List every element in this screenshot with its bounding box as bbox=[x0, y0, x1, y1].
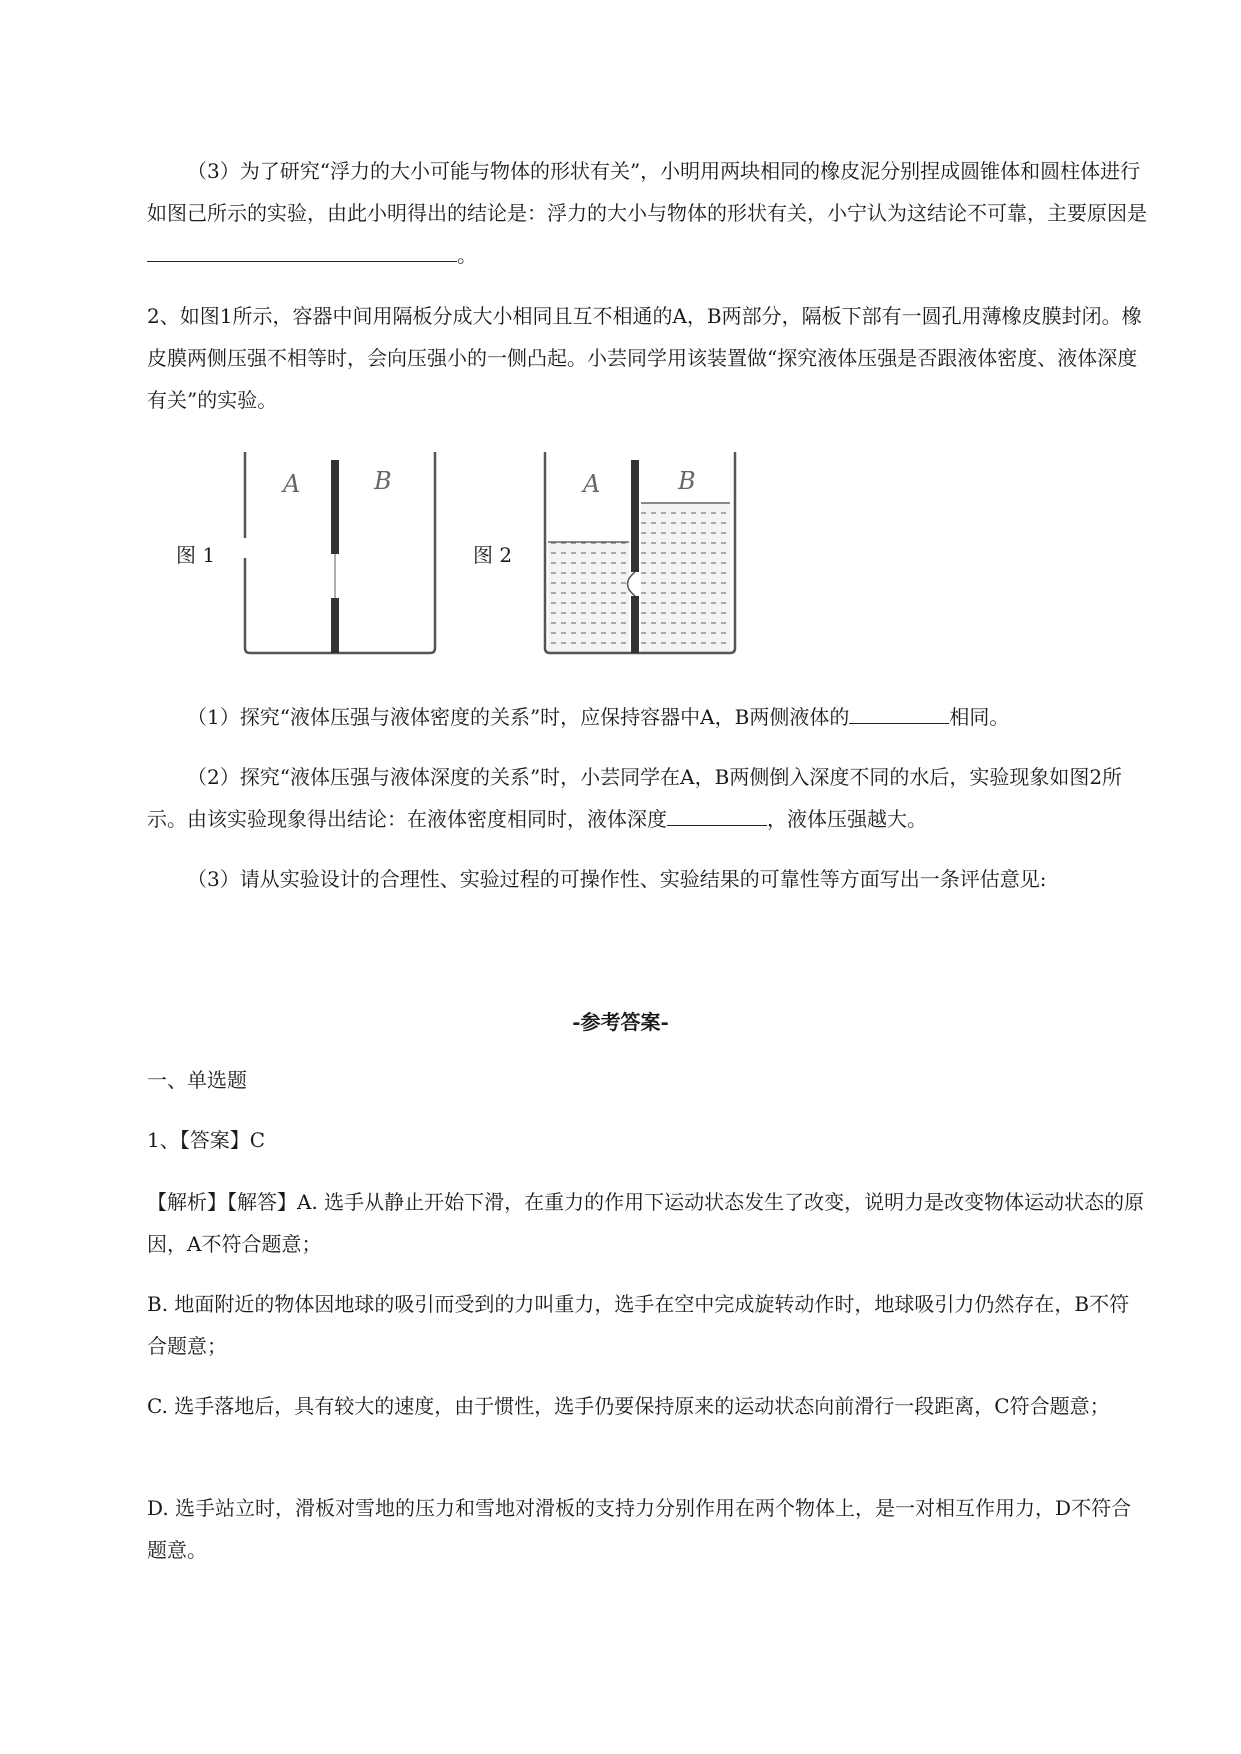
answer-q1: 1、【答案】C bbox=[147, 1128, 266, 1152]
q2-part1-answer-blank[interactable] bbox=[849, 701, 949, 724]
answers-title: -参考答案- bbox=[572, 1010, 669, 1034]
figure2-container-diagram bbox=[540, 448, 740, 658]
q1-part3-text-end: 。 bbox=[457, 243, 477, 267]
figure2-partition-lower bbox=[631, 596, 639, 653]
q2-part2-text: （2）探究“液体压强与液体深度的关系”时，小芸同学在A，B两侧倒入深度不同的水后，实验现象如图2所示。由该实验现象得出结论：在液体密度相同时，液体深度 bbox=[147, 765, 1123, 831]
figure1-partition-lower bbox=[331, 598, 339, 653]
q2-part2 bbox=[147, 756, 1147, 840]
q2-stem: 2、如图1所示，容器中间用隔板分成大小相同且互不相通的A，B两部分，隔板下部有一圆孔用薄橡皮膜封闭。橡皮膜两侧压强不相等时，会向压强小的一侧凸起。小芸同学用该装置做“探究液体压强是否跟液体密度、液体深度有关”的实验。 bbox=[147, 304, 1142, 412]
answers-section-heading: 一、单选题 bbox=[147, 1068, 247, 1092]
q2-part1-text-end: 相同。 bbox=[949, 705, 1010, 729]
analysis-option-c: C. 选手落地后，具有较大的速度，由于惯性，选手仍要保持原来的运动状态向前滑行一段距离，C符合题意； bbox=[147, 1394, 1110, 1418]
q2-part1-text: （1）探究“液体压强与液体密度的关系”时，应保持容器中A，B两侧液体的 bbox=[187, 705, 850, 729]
analysis-option-a: 【解析】【解答】A. 选手从静止开始下滑，在重力的作用下运动状态发生了改变，说明力是改变物体运动状态的原因，A不符合题意； bbox=[147, 1190, 1145, 1256]
figure2-water-side-a bbox=[548, 542, 629, 652]
figure1-container-diagram bbox=[240, 448, 440, 658]
q1-part3-answer-blank[interactable] bbox=[147, 239, 457, 262]
q1-part3-text: （3）为了研究“浮力的大小可能与物体的形状有关”，小明用两块相同的橡皮泥分别捏成圆锥体和圆柱体进行如图己所示的实验，由此小明得出的结论是：浮力的大小与物体的形状有关，小宁认为这结论不可靠，主要原因是 bbox=[147, 159, 1147, 225]
q2-part2-answer-blank[interactable] bbox=[667, 803, 767, 826]
q2-part1 bbox=[147, 696, 1147, 738]
q2-part2-text-end: ，液体压强越大。 bbox=[767, 807, 927, 831]
figure2-label: 图 2 bbox=[473, 543, 513, 567]
figure2-partition-upper bbox=[631, 460, 639, 572]
figure2-water-side-b bbox=[641, 503, 730, 652]
figure1-partition-upper bbox=[331, 460, 339, 554]
figure1-label-b: B bbox=[374, 467, 392, 495]
figure2-label-b: B bbox=[678, 467, 696, 495]
figure1-label-a: A bbox=[283, 470, 301, 498]
q1-part3-paragraph bbox=[147, 150, 1147, 276]
figure1-beaker-outline bbox=[245, 452, 435, 653]
analysis-option-b: B. 地面附近的物体因地球的吸引而受到的力叫重力，选手在空中完成旋转动作时，地球吸引力仍然存在，B不符合题意； bbox=[147, 1292, 1130, 1358]
figure1-label: 图 1 bbox=[176, 543, 216, 567]
q2-part3: （3）请从实验设计的合理性、实验过程的可操作性、实验结果的可靠性等方面写出一条评估意见: bbox=[187, 867, 1047, 891]
analysis-option-d: D. 选手站立时，滑板对雪地的压力和雪地对滑板的支持力分别作用在两个物体上，是一对相互作用力，D不符合题意。 bbox=[147, 1496, 1132, 1562]
figure2-label-a: A bbox=[583, 470, 601, 498]
